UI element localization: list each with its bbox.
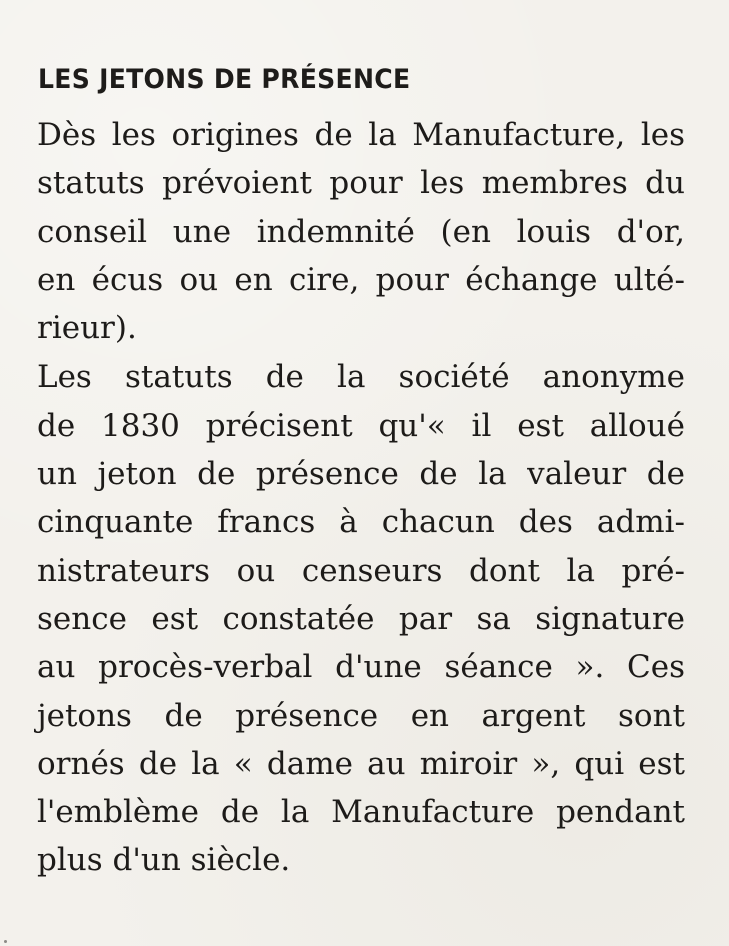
text-line: l'emblème de la Manufacture pendant (37, 794, 685, 831)
text-line: ornés de la « dame au miroir », qui est (37, 745, 685, 782)
text-line: sence est constatée par sa signature (37, 600, 685, 637)
text-line: au procès-verbal d'une séance ». Ces (37, 649, 685, 686)
text-line: jetons de présence en argent sont (37, 697, 685, 734)
text-line: cinquante francs à chacun des admi- (37, 504, 685, 541)
text-line: conseil une indemnité (en louis d'or, (37, 213, 685, 250)
paper-speck (4, 940, 7, 943)
text-line: de 1830 précisent qu'« il est alloué (37, 407, 685, 444)
text-line: Les statuts de la société anonyme (37, 359, 685, 396)
text-line: un jeton de présence de la valeur de (37, 456, 685, 493)
text-line: Dès les origines de la Manufacture, les (37, 117, 685, 153)
paragraph-1 (37, 111, 685, 352)
text-line: statuts prévoient pour les membres du (37, 165, 685, 202)
text-line: nistrateurs ou censeurs dont la pré- (37, 552, 685, 589)
text-line: plus d'un siècle. (37, 842, 291, 879)
body-text (37, 111, 685, 885)
paragraph-2 (37, 353, 685, 884)
text-line: rieur). (37, 310, 137, 347)
text-line: en écus ou en cire, pour échange ulté- (37, 261, 685, 298)
section-heading: LES JETONS DE PRÉSENCE (38, 64, 411, 95)
